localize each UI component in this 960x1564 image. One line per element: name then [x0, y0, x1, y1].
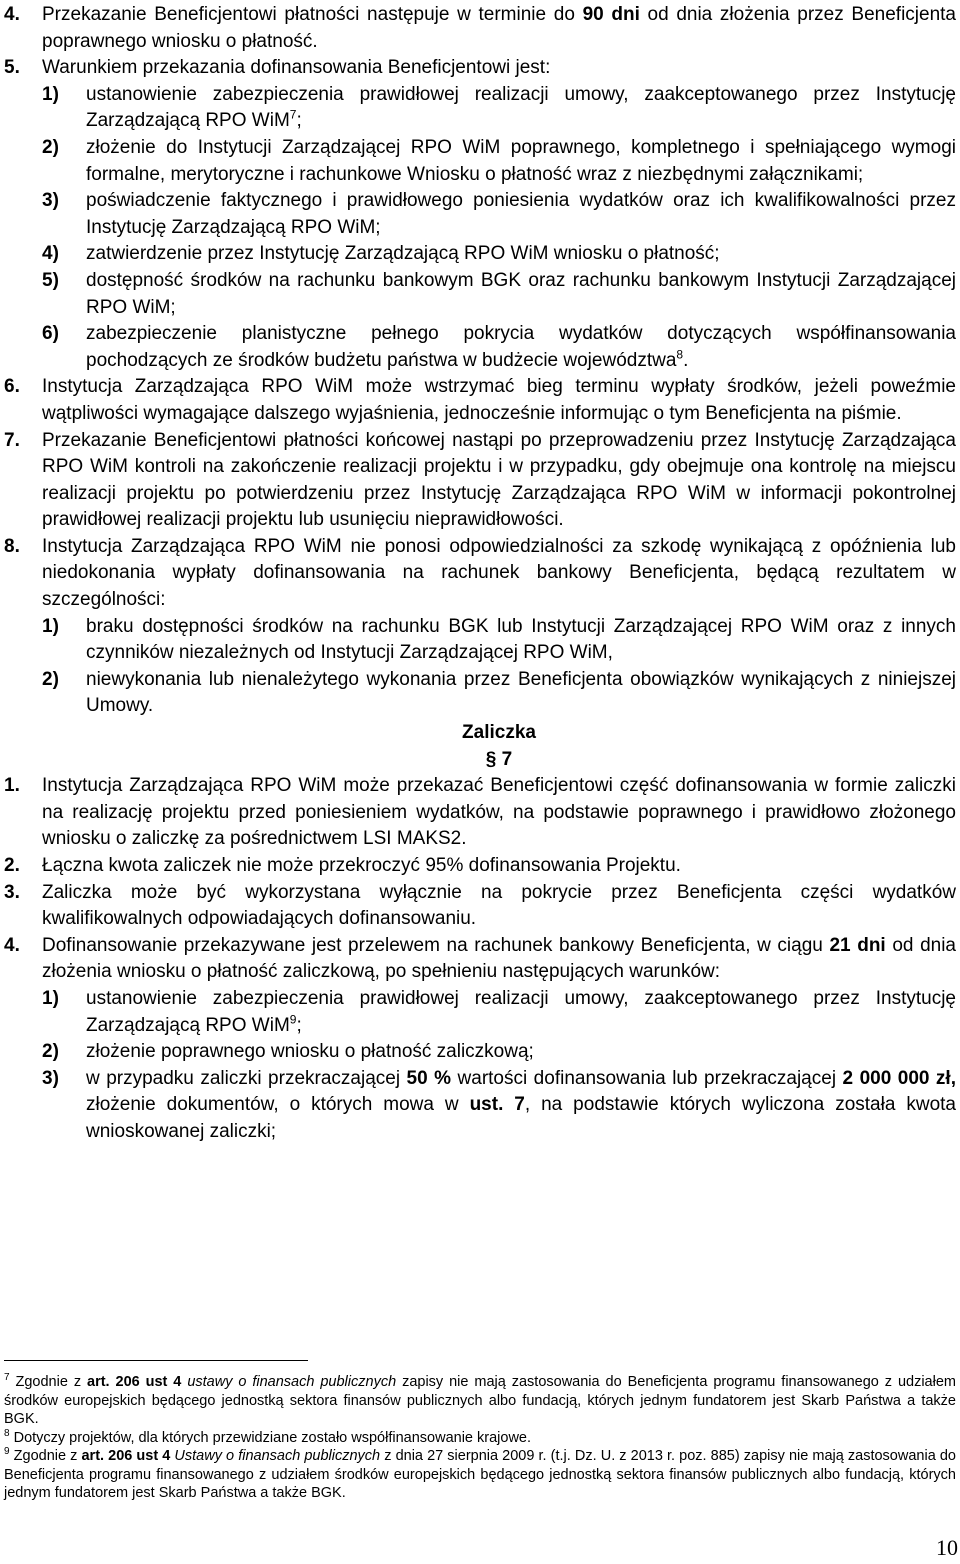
- paragraph-number: 4.: [4, 934, 20, 956]
- main-text: [4, 2, 956, 1146]
- paragraph-number: 5.: [4, 57, 20, 79]
- conditions-list: [42, 82, 956, 375]
- footnote-7: $^7$ Zgodnie z art. 206 ust 4 ustawy o finansach publicznych zapisy nie mają zastosowania do Beneficjenta programu finansowanego z udziałem środków europejskich będącego jednostką sektora finansów publicznych albo fundacją, których jednym fundatorem jest Skarb Państwa a także BGK.: [4, 1372, 956, 1427]
- list-item: 1) ustanowienie zabezpieczenia prawidłowej realizacji umowy, zaakceptowanego przez Instytucję Zarządzającą RPO WiM$^9$;: [42, 987, 956, 1036]
- advance-paragraph-1: 1. Instytucja Zarządzająca RPO WiM może przekazać Beneficjentowi część dofinansowania w formie zaliczki na realizację projektu przed poniesieniem wydatków, na podstawie poprawnego i prawidłowo złożonego wniosku o zaliczkę za pośrednictwem LSI MAKS2.: [4, 775, 956, 850]
- section-mark: § 7: [485, 748, 513, 770]
- paragraph-4: 4. Przekazanie Beneficjentowi płatności następuje w terminie do 90 dni od dnia złożenia przez Beneficjenta poprawnego wniosku o płatność.: [4, 4, 956, 52]
- footnotes: [4, 1360, 956, 1503]
- paragraph-8: 8. Instytucja Zarządzająca RPO WiM nie ponosi odpowiedzialności za szkodę wynikającą z opóźnienia lub niedokonania wypłaty dofinansowania na rachunek bankowy Beneficjenta, będącą rezultatem w szczególności:: [4, 535, 956, 611]
- list-item: 2) złożenie poprawnego wniosku o płatność zaliczkową;: [42, 1041, 534, 1063]
- advance-paragraph-3: 3. Zaliczka może być wykorzystana wyłącznie na pokrycie przez Beneficjenta części wydatków kwalifikowalnych odpowiadających dofinansowaniu.: [4, 881, 956, 930]
- list-item: 1) braku dostępności środków na rachunku BGK lub Instytucji Zarządzającej RPO WiM oraz z innych czynników niezależnych od Instytucji Zarządzającej RPO WiM,: [42, 615, 956, 664]
- paragraph-7: 7. Przekazanie Beneficjentowi płatności końcowej nastąpi po przeprowadzeniu przez Instytucję Zarządzająca RPO WiM kontroli na zakończenie realizacji projektu i w przypadku, gdy obejmuje ona kontrolę na miejscu realizacji projektu po potwierdzeniu przez Instytucję Zarządzająca RPO WiM w informacji pokontrolnej prawidłowej realizacji projektu lub usunięciu nieprawidłowości.: [4, 429, 956, 531]
- paragraph-number: 7.: [4, 429, 20, 451]
- list-item: 2) złożenie do Instytucji Zarządzającej RPO WiM poprawnego, kompletnego i spełniającego wymogi formalne, merytoryczne i rachunkowe Wniosku o płatność wraz z niezbędnymi załącznikami;: [42, 136, 956, 185]
- list-item: 2) niewykonania lub nienależytego wykonania przez Beneficjenta obowiązków wynikających z niniejszej Umowy.: [42, 668, 956, 717]
- section-title: Zaliczka: [462, 722, 536, 744]
- paragraph-number: 4.: [4, 4, 20, 25]
- paragraph-number: 2.: [4, 855, 20, 876]
- footnote-ref: 9: [289, 1012, 297, 1027]
- advance-paragraph-4: 4. Dofinansowanie przekazywane jest przelewem na rachunek bankowy Beneficjenta, w ciągu 21 dni od dnia złożenia wniosku o płatność zaliczkową, po spełnieniu następujących warunków:: [4, 934, 956, 983]
- paragraph-6: 6. Instytucja Zarządzająca RPO WiM może wstrzymać bieg terminu wypłaty środków, jeżeli poweźmie wątpliwości wymagające dalszego wyjaśnienia, jednocześnie informując o tym Beneficjenta na piśmie.: [4, 376, 956, 424]
- list-item: 6) zabezpieczenie planistyczne pełnego pokrycia wydatków dotyczących współfinansowania pochodzących ze środków budżetu państwa w budżecie województwa$^8$.: [42, 323, 956, 371]
- list-item: 5) dostępność środków na rachunku bankowym BGK oraz rachunku bankowym Instytucji Zarządzającej RPO WiM;: [42, 269, 956, 318]
- list-item: 3) w przypadku zaliczki przekraczającej 50 % wartości dofinansowania lub przekraczającej 2 000 000 zł, złożenie dokumentów, o których mowa w ust. 7, na podstawie których wyliczona została kwota wnioskowanej zaliczki;: [42, 1067, 956, 1142]
- paragraph-number: 6.: [4, 376, 20, 398]
- list-item: 4) zatwierdzenie przez Instytucję Zarządzającą RPO WiM wniosku o płatność;: [42, 243, 720, 265]
- advance-conditions-list: [42, 986, 956, 1146]
- list-item: 3) poświadczenie faktycznego i prawidłowego poniesienia wydatków oraz ich kwalifikowalności przez Instytucję Zarządzającą RPO WiM;: [42, 190, 956, 238]
- footnote-8: $^8$ Dotyczy projektów, dla których przewidziane zostało współfinansowanie krajowe.: [4, 1427, 532, 1446]
- footnote-9: $^9$ Zgodnie z art. 206 ust 4 Ustawy o finansach publicznych z dnia 27 sierpnia 2009 r. (t.j. Dz. U. z 2013 r. poz. 885) zapisy nie mają zastosowania do Beneficjenta programu finansowanego z udziałem środków europejskich będącego jednostką sektora finansów publicznych albo fundacją, których jednym fundatorem jest Skarb Państwa a także BGK.: [4, 1446, 956, 1501]
- paragraph-number: 8.: [4, 535, 20, 557]
- paragraph-5: 5. Warunkiem przekazania dofinansowania Beneficjentowi jest:: [4, 55, 956, 82]
- footnote-separator: [4, 1360, 308, 1361]
- footnote-ref: 8: [676, 347, 684, 362]
- list-item: 1) ustanowienie zabezpieczenia prawidłowej realizacji umowy, zaakceptowanego przez Instytucję Zarządzającą RPO WiM$^7$;: [42, 83, 956, 132]
- advance-paragraph-2: 2. Łączna kwota zaliczek nie może przekroczyć 95% dofinansowania Projektu.: [4, 853, 956, 880]
- paragraph-number: 3.: [4, 881, 20, 903]
- liability-list: [42, 614, 956, 720]
- page-number: 10: [936, 1535, 958, 1560]
- footnote-ref: 7: [289, 108, 297, 123]
- paragraph-number: 1.: [4, 775, 20, 797]
